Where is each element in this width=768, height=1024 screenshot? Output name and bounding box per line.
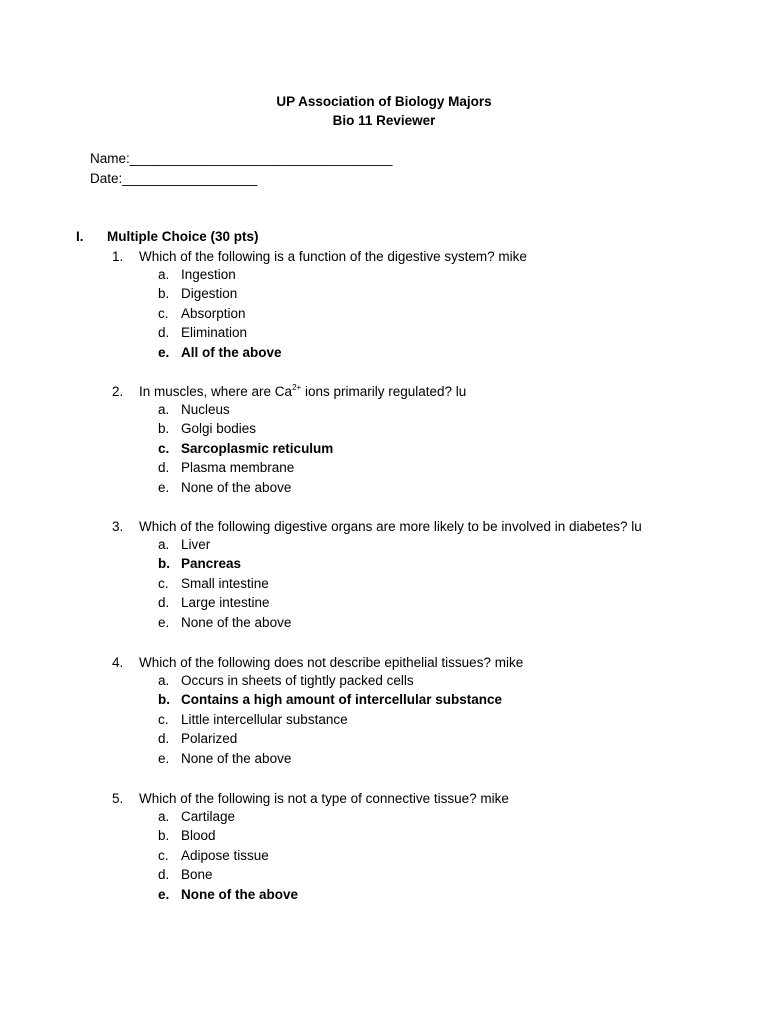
- option-text: Elimination: [181, 325, 248, 341]
- answer-option-correct: [0, 887, 768, 906]
- date-field: Date:__________________: [90, 171, 258, 186]
- answer-option: [0, 576, 768, 595]
- question-number: 4.: [112, 655, 124, 670]
- option-text: None of the above: [181, 479, 292, 495]
- option-letter: a.: [158, 809, 170, 824]
- option-text: Cartilage: [181, 809, 236, 824]
- option-letter: e.: [158, 886, 170, 902]
- answer-option: [0, 712, 768, 731]
- option-text: Blood: [181, 828, 216, 844]
- option-letter: d.: [158, 731, 170, 747]
- option-text: Digestion: [181, 286, 238, 302]
- option-letter: a.: [158, 402, 170, 417]
- option-letter: a.: [158, 267, 170, 282]
- option-letter: d.: [158, 595, 170, 611]
- option-text: Large intestine: [181, 595, 270, 611]
- section-title: Multiple Choice (30 pts): [107, 229, 259, 244]
- answer-option-correct: [0, 692, 768, 711]
- section-number: I.: [76, 229, 84, 244]
- answer-option: [0, 325, 768, 344]
- option-letter: d.: [158, 460, 170, 476]
- option-letter: b.: [158, 692, 170, 708]
- option-text: Sarcoplasmic reticulum: [181, 440, 334, 456]
- answer-option-correct: [0, 556, 768, 575]
- question-number: 5.: [112, 791, 124, 806]
- answer-option: [0, 537, 768, 556]
- option-letter: c.: [158, 440, 170, 456]
- option-letter: e.: [158, 479, 170, 495]
- option-text: Ingestion: [181, 267, 236, 282]
- option-letter: b.: [158, 286, 170, 302]
- option-letter: c.: [158, 575, 169, 591]
- name-field: Name:___________________________________: [90, 151, 393, 166]
- option-text: Contains a high amount of intercellular substance: [181, 692, 503, 708]
- question-text: [139, 249, 527, 264]
- answer-option: [0, 615, 768, 634]
- option-letter: c.: [158, 711, 169, 727]
- answer-option: [0, 751, 768, 770]
- answer-option: [0, 421, 768, 440]
- answer-option: [0, 480, 768, 499]
- question-text: [139, 791, 509, 806]
- question-text-main: Which of the following is a function of the digestive system? mike: [139, 249, 527, 264]
- question-number: 1.: [112, 249, 124, 264]
- option-letter: e.: [158, 344, 170, 360]
- question-text-main: Which of the following is not a type of connective tissue? mike: [139, 791, 509, 806]
- answer-option-correct: [0, 345, 768, 364]
- answer-option: [0, 828, 768, 847]
- option-text: Occurs in sheets of tightly packed cells: [181, 673, 414, 688]
- answer-option: [0, 848, 768, 867]
- ion-charge-superscript: 2+: [292, 383, 302, 392]
- option-text: None of the above: [181, 614, 292, 630]
- option-letter: b.: [158, 828, 170, 844]
- answer-option: [0, 286, 768, 305]
- option-text: Liver: [181, 537, 211, 552]
- option-text: Nucleus: [181, 402, 230, 417]
- option-letter: d.: [158, 325, 170, 341]
- option-text: Absorption: [181, 305, 246, 321]
- option-text: Pancreas: [181, 556, 242, 572]
- question-number: 2.: [112, 384, 124, 399]
- document-org-title: UP Association of Biology Majors: [276, 94, 492, 109]
- question-text-main: Which of the following digestive organs are more likely to be involved in diabetes? lu: [139, 519, 642, 534]
- question-text: [139, 655, 523, 670]
- option-text: Plasma membrane: [181, 460, 295, 476]
- option-text: Adipose tissue: [181, 847, 269, 863]
- option-letter: b.: [158, 421, 170, 437]
- option-text: None of the above: [181, 886, 299, 902]
- answer-option: [0, 809, 768, 828]
- option-text: Small intestine: [181, 575, 269, 591]
- option-letter: a.: [158, 537, 170, 552]
- document-subtitle: Bio 11 Reviewer: [332, 113, 436, 128]
- answer-option: [0, 402, 768, 421]
- option-letter: e.: [158, 614, 170, 630]
- option-letter: c.: [158, 305, 169, 321]
- question-text: [139, 384, 466, 399]
- option-text: All of the above: [181, 344, 282, 360]
- answer-option: [0, 595, 768, 614]
- option-letter: a.: [158, 673, 170, 688]
- option-text: Polarized: [181, 731, 238, 747]
- answer-option: [0, 460, 768, 479]
- question-text-main: Which of the following does not describe epithelial tissues? mike: [139, 655, 524, 670]
- answer-option: [0, 731, 768, 750]
- option-text: Bone: [181, 867, 213, 883]
- option-text: Little intercellular substance: [181, 711, 348, 727]
- option-text: None of the above: [181, 750, 292, 766]
- option-letter: b.: [158, 556, 170, 572]
- question-text-continued: ions primarily regulated? lu: [301, 384, 467, 399]
- question-text-main: In muscles, where are Ca: [139, 384, 293, 399]
- option-letter: c.: [158, 847, 169, 863]
- answer-option: [0, 673, 768, 692]
- option-text: Golgi bodies: [181, 421, 257, 437]
- option-letter: d.: [158, 867, 170, 883]
- question-number: 3.: [112, 519, 124, 534]
- answer-option: [0, 306, 768, 325]
- option-letter: e.: [158, 750, 170, 766]
- answer-option: [0, 867, 768, 886]
- answer-option: [0, 267, 768, 286]
- question-text: [139, 519, 642, 534]
- answer-option-correct: [0, 441, 768, 460]
